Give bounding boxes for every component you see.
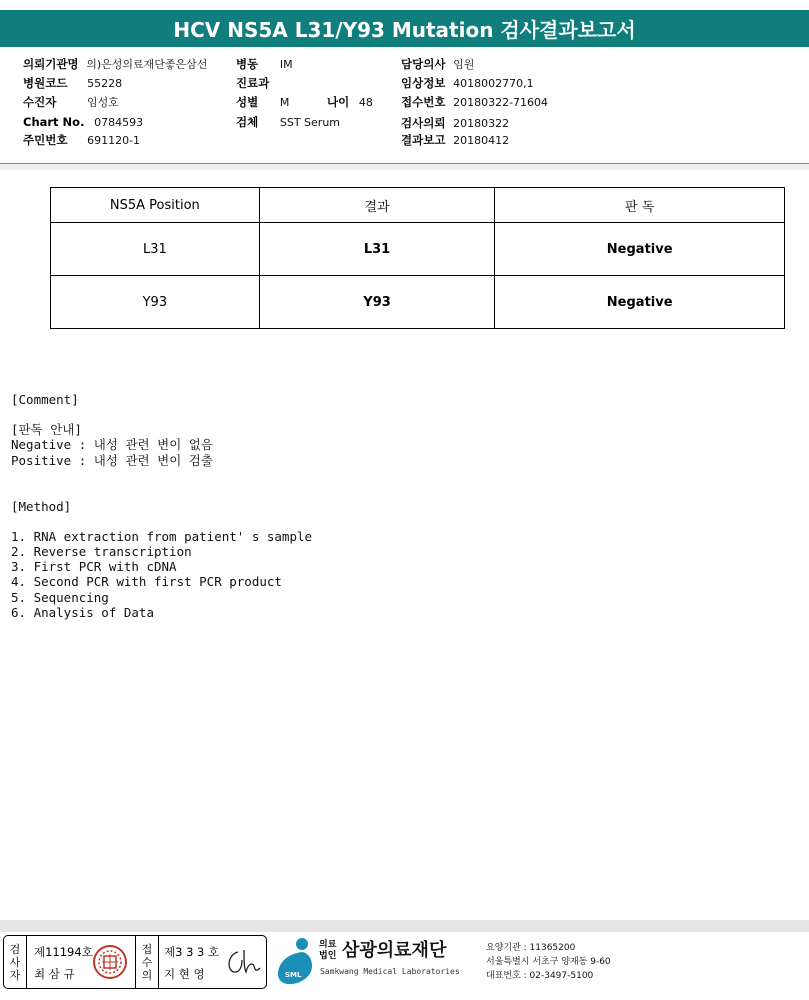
clinical-info-field: 임상정보 4018002770,1 xyxy=(401,76,534,90)
org-phone: 대표번호 : 02-3497-5100 xyxy=(486,971,594,981)
org-name-en: Samkwang Medical Laboratories xyxy=(320,967,460,976)
examiner-name: 최 삼 규 xyxy=(34,967,75,981)
method-step: 3. First PCR with cDNA xyxy=(11,559,177,574)
position-cell: L31 xyxy=(51,223,260,276)
position-cell: Y93 xyxy=(51,276,260,329)
receipt-no-field: 접수번호 20180322-71604 xyxy=(401,95,549,109)
institution-field: 의뢰기관명 의)은성의료재단좋은삼선 xyxy=(23,57,208,71)
result-cell: L31 xyxy=(259,223,495,276)
report-date-field: 결과보고 20180412 xyxy=(401,133,510,147)
doctor-field: 담당의사 임원 xyxy=(401,57,475,71)
chart-no-field: Chart No. 0784593 xyxy=(23,115,144,129)
age-field: 나이 48 xyxy=(327,95,373,109)
results-table xyxy=(50,187,785,329)
header-shade xyxy=(0,164,809,170)
column-header: NS5A Position xyxy=(51,188,260,223)
sex-field: 성별 M xyxy=(236,95,290,109)
org-code: 요양기관 : 11365200 xyxy=(486,943,576,953)
method-step: 1. RNA extraction from patient' s sample xyxy=(11,529,313,544)
interpretation-cell: Negative xyxy=(495,276,785,329)
table-row xyxy=(51,276,785,329)
specimen-field: 검체 SST Serum xyxy=(236,115,341,129)
method-heading: [Method] xyxy=(11,499,72,514)
examiner-license: 제11194호 xyxy=(34,945,93,959)
receiver-name: 지 현 영 xyxy=(164,967,205,981)
ward-field: 병동 IM xyxy=(236,57,293,71)
method-step: 4. Second PCR with first PCR product xyxy=(11,574,282,589)
org-prefix-2: 법인 xyxy=(319,951,337,961)
org-address: 서울특별시 서초구 양재동 9-60 xyxy=(486,957,611,967)
report-title: HCV NS5A L31/Y93 Mutation 검사결과보고서 xyxy=(0,10,809,47)
table-header-row xyxy=(51,188,785,223)
org-prefix-1: 의료 xyxy=(319,940,337,950)
footer-shade xyxy=(0,920,809,932)
guide-line-positive: Positive : 내성 관련 변이 검출 xyxy=(11,453,213,468)
receiver-label: 접 수 의 xyxy=(141,942,153,982)
table-row xyxy=(51,223,785,276)
receiver-license: 제3 3 3 호 xyxy=(164,945,220,959)
comment-heading: [Comment] xyxy=(11,392,79,407)
signature-box xyxy=(3,935,267,989)
guide-line-negative: Negative : 내성 관련 변이 없음 xyxy=(11,437,213,452)
interpretation-cell: Negative xyxy=(495,223,785,276)
method-step: 5. Sequencing xyxy=(11,590,109,605)
column-header: 결과 xyxy=(259,188,495,223)
request-date-field: 검사의뢰 20180322 xyxy=(401,116,510,130)
seal-icon xyxy=(92,944,128,980)
divider xyxy=(26,936,27,988)
method-step: 6. Analysis of Data xyxy=(11,605,154,620)
result-cell: Y93 xyxy=(259,276,495,329)
examinee-field: 수진자 임성호 xyxy=(23,95,119,109)
sml-logo-icon xyxy=(272,936,318,986)
department-field: 진료과 xyxy=(236,76,270,90)
method-step: 2. Reverse transcription xyxy=(11,544,192,559)
column-header: 판 독 xyxy=(495,188,785,223)
signature-icon xyxy=(224,946,264,978)
org-name: 삼광의료재단 xyxy=(342,940,447,961)
guide-heading: [판독 안내] xyxy=(11,422,82,437)
id-no-field: 주민번호 691120-1 xyxy=(23,133,141,147)
logo-text: SML xyxy=(285,971,302,979)
hospital-code-field: 병원코드 55228 xyxy=(23,76,123,90)
divider xyxy=(158,936,159,988)
examiner-label: 검 사 자 xyxy=(9,942,21,982)
